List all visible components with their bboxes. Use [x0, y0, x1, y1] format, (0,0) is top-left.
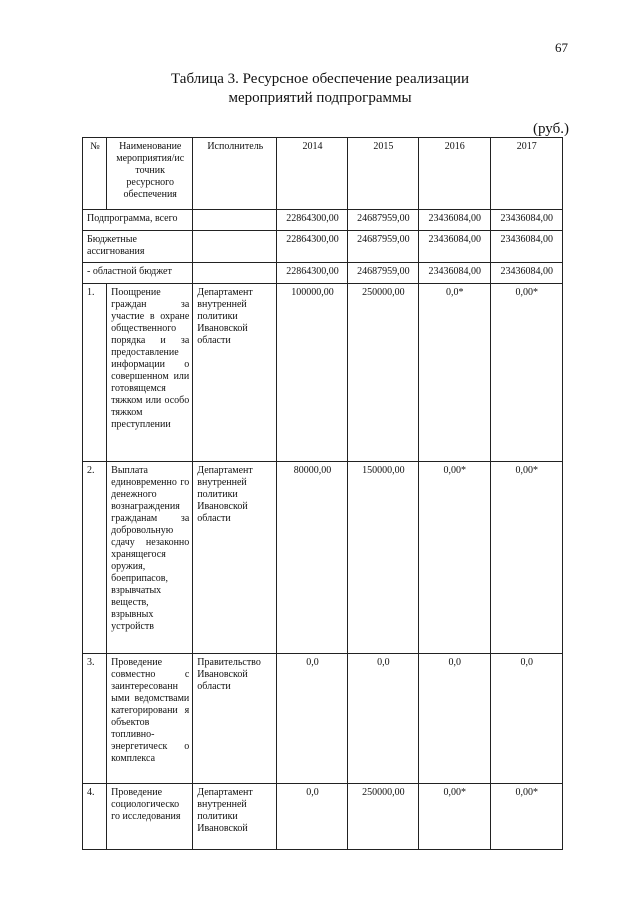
row-2014: 0,0	[277, 784, 347, 850]
row-2017: 0,00*	[490, 784, 563, 850]
summary-row	[83, 210, 563, 231]
summary-label: Бюджетные ассигнования	[83, 231, 193, 263]
row-num: 1.	[83, 284, 107, 462]
summary-executor-empty	[193, 231, 277, 263]
row-name: Поощрение граждан за участие в охране общественного порядка и за предоставление информации о совершенном или готовящемся тяжком или особо тяжком преступлении	[107, 284, 193, 462]
summary-2015: 24687959,00	[347, 231, 418, 263]
row-num: 2.	[83, 462, 107, 654]
summary-label: - областной бюджет	[83, 263, 193, 284]
row-num: 3.	[83, 654, 107, 784]
row-2016: 0,0*	[419, 284, 490, 462]
row-2015: 0,0	[347, 654, 418, 784]
summary-2015: 24687959,00	[347, 210, 418, 231]
row-2015: 250000,00	[347, 284, 418, 462]
summary-2016: 23436084,00	[419, 231, 490, 263]
currency-unit: (руб.)	[533, 121, 569, 137]
header-2016: 2016	[419, 138, 490, 210]
table-title-line-1: Таблица 3. Ресурсное обеспечение реализации	[171, 71, 469, 87]
row-name: Выплата единовременно го денежного вознаграждения гражданам за добровольную сдачу незаконно хранящегося оружия, боеприпасов, взрывчатых веществ, взрывных устройств	[107, 462, 193, 654]
row-executor: Правительство Ивановской области	[193, 654, 277, 784]
row-executor: Департамент внутренней политики Ивановской	[193, 784, 277, 850]
row-2017: 0,00*	[490, 462, 563, 654]
summary-2017: 23436084,00	[490, 231, 563, 263]
resource-table	[82, 137, 563, 850]
row-2017: 0,00*	[490, 284, 563, 462]
summary-2014: 22864300,00	[277, 210, 347, 231]
header-executor: Исполнитель	[193, 138, 277, 210]
summary-row	[83, 231, 563, 263]
row-name: Проведение совместно с заинтересованн ыми ведомствами категорировани я объектов топливно-энергетическ о комплекса	[107, 654, 193, 784]
header-2014: 2014	[277, 138, 347, 210]
row-executor: Департамент внутренней политики Ивановской области	[193, 462, 277, 654]
header-num: №	[83, 138, 107, 210]
row-2016: 0,00*	[419, 462, 490, 654]
header-name: Наименование мероприятия/ис точник ресурсного обеспечения	[107, 138, 193, 210]
table-row	[83, 654, 563, 784]
row-2016: 0,0	[419, 654, 490, 784]
summary-2015: 24687959,00	[347, 263, 418, 284]
summary-2016: 23436084,00	[419, 210, 490, 231]
row-2015: 250000,00	[347, 784, 418, 850]
header-2015: 2015	[347, 138, 418, 210]
summary-executor-empty	[193, 263, 277, 284]
table-row	[83, 784, 563, 850]
row-2014: 100000,00	[277, 284, 347, 462]
table-title-line-2: мероприятий подпрограммы	[228, 90, 412, 106]
table-row	[83, 462, 563, 654]
summary-2017: 23436084,00	[490, 210, 563, 231]
summary-row	[83, 263, 563, 284]
summary-2014: 22864300,00	[277, 231, 347, 263]
summary-2014: 22864300,00	[277, 263, 347, 284]
row-name: Проведение социологическо го исследования	[107, 784, 193, 850]
summary-label: Подпрограмма, всего	[83, 210, 193, 231]
row-2014: 80000,00	[277, 462, 347, 654]
summary-executor-empty	[193, 210, 277, 231]
page-number: 67	[555, 40, 568, 55]
table-title	[0, 70, 640, 108]
row-num: 4.	[83, 784, 107, 850]
row-2016: 0,00*	[419, 784, 490, 850]
summary-2016: 23436084,00	[419, 263, 490, 284]
row-2015: 150000,00	[347, 462, 418, 654]
table-header-row	[83, 138, 563, 210]
summary-2017: 23436084,00	[490, 263, 563, 284]
header-2017: 2017	[490, 138, 563, 210]
row-executor: Департамент внутренней политики Ивановской области	[193, 284, 277, 462]
row-2017: 0,0	[490, 654, 563, 784]
row-2014: 0,0	[277, 654, 347, 784]
table-row	[83, 284, 563, 462]
